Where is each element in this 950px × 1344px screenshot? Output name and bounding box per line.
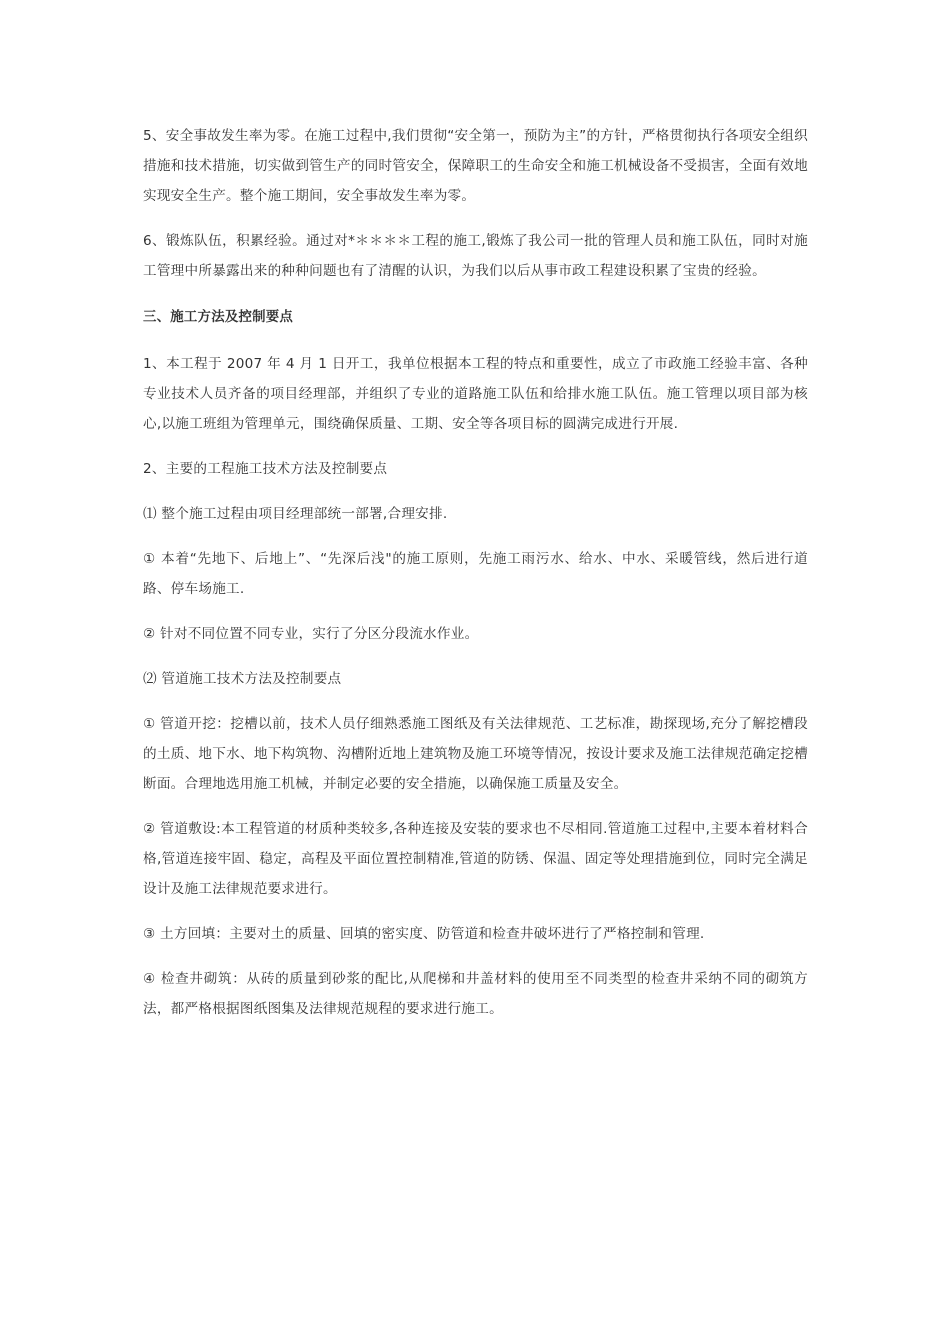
paragraph-main-methods-title: 2、主要的工程施工技术方法及控制要点 <box>143 461 388 477</box>
document-body <box>143 121 808 1039</box>
paragraph-pipeline-methods-title: ⑵ 管道施工技术方法及控制要点 <box>143 671 342 687</box>
section-heading-methods: 三、施工方法及控制要点 <box>143 310 294 325</box>
paragraph-trench-excavation: ① 管道开挖：挖槽以前，技术人员仔细熟悉施工图纸及有关法律规范、工艺标准，勘探现场,充分了解挖槽段的土质、地下水、地下构筑物、沟槽附近地上建筑物及施工环境等情况，按设计要求及施工法律规范确定挖槽断面。合理地选用施工机械，并制定必要的安全措施，以确保施工质量及安全。 <box>143 716 808 792</box>
paragraph-project-start: 1、本工程于 2007 年 4 月 1 日开工，我单位根据本工程的特点和重要性，成立了市政施工经验丰富、各种专业技术人员齐备的项目经理部，并组织了专业的道路施工队伍和给排水施工队伍。施工管理以项目部为核心,以施工班组为管理单元，围绕确保质量、工期、安全等各项目标的圆满完成进行开展. <box>143 356 808 432</box>
paragraph-overall-deployment: ⑴ 整个施工过程由项目经理部统一部署,合理安排. <box>143 506 448 522</box>
paragraph-safety-record: 5、安全事故发生率为零。在施工过程中,我们贯彻“安全第一，预防为主”的方针，严格贯彻执行各项安全组织措施和技术措施，切实做到管生产的同时管安全，保障职工的生命安全和施工机械设备不受损害，全面有效地实现安全生产。整个施工期间，安全事故发生率为零。 <box>143 128 808 204</box>
paragraph-backfill: ③ 土方回填：主要对土的质量、回填的密实度、防管道和检查井破坏进行了严格控制和管理. <box>143 926 705 942</box>
paragraph-construction-principle: ① 本着“先地下、后地上”、“先深后浅"的施工原则，先施工雨污水、给水、中水、采暖管线，然后进行道路、停车场施工. <box>143 551 808 597</box>
paragraph-manhole-masonry: ④ 检查井砌筑：从砖的质量到砂浆的配比,从爬梯和井盖材料的使用至不同类型的检查井采纳不同的砌筑方法，都严格根据图纸图集及法律规范规程的要求进行施工。 <box>143 971 808 1017</box>
paragraph-zoned-flow: ② 针对不同位置不同专业，实行了分区分段流水作业。 <box>143 626 479 642</box>
paragraph-pipe-laying: ② 管道敷设:本工程管道的材质种类较多,各种连接及安装的要求也不尽相同.管道施工过程中,主要本着材料合格,管道连接牢固、稳定，高程及平面位置控制精准,管道的防锈、保温、固定等处理措施到位，同时完全满足设计及施工法律规范要求进行。 <box>143 821 808 897</box>
paragraph-team-training: 6、锻炼队伍，积累经验。通过对*＊＊＊＊工程的施工,锻炼了我公司一批的管理人员和施工队伍，同时对施工管理中所暴露出来的种种问题也有了清醒的认识，为我们以后从事市政工程建设积累了宝贵的经验。 <box>143 233 808 279</box>
